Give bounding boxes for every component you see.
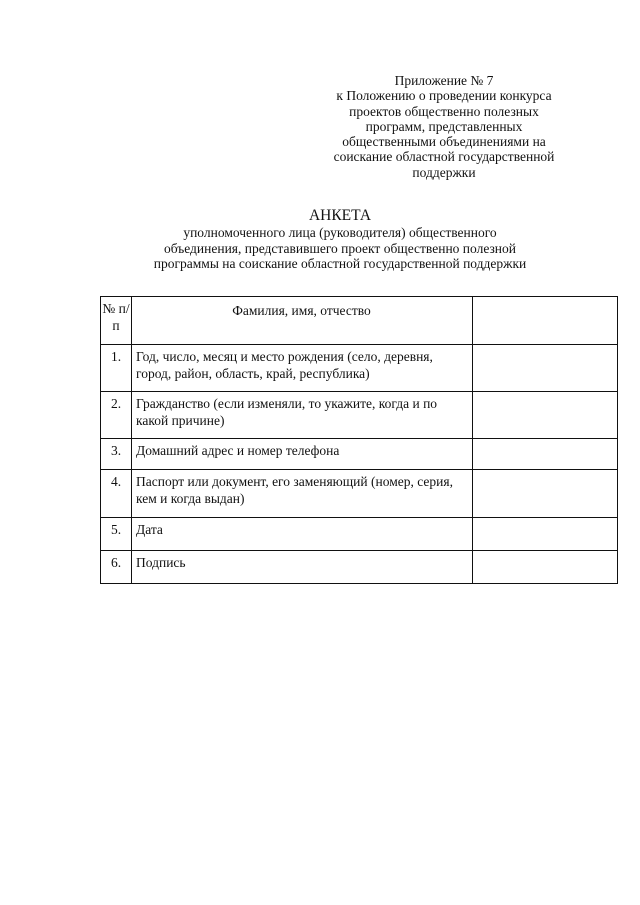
header-label-cell: Фамилия, имя, отчество	[132, 297, 473, 345]
form-title: АНКЕТА	[308, 207, 372, 224]
row-value-field[interactable]	[473, 518, 618, 551]
row-label: Подпись	[132, 551, 473, 584]
row-value-field[interactable]	[473, 470, 618, 518]
appendix-line: общественными объединениями на	[342, 134, 546, 150]
form-subtitle-line: программы на соискание областной государственной поддержки	[153, 256, 527, 271]
row-value-field[interactable]	[473, 551, 618, 584]
table-row	[101, 518, 618, 551]
row-value-field[interactable]	[473, 392, 618, 439]
row-num: 5.	[101, 518, 132, 551]
row-label: Год, число, месяц и место рождения (село, деревня, город, район, область, край, республика)	[132, 345, 473, 392]
table-row	[101, 439, 618, 470]
row-label: Дата	[132, 518, 473, 551]
appendix-line: Приложение № 7	[394, 73, 494, 88]
survey-table	[100, 296, 618, 584]
row-label: Гражданство (если изменяли, то укажите, когда и по какой причине)	[132, 392, 473, 439]
table-row	[101, 551, 618, 584]
row-num: 6.	[101, 551, 132, 584]
header-num-cell: № п/п	[101, 297, 132, 345]
row-value-field[interactable]	[473, 345, 618, 392]
form-subtitle-line: уполномоченного лица (руководителя) общественного	[183, 225, 497, 240]
table-header-row	[101, 297, 618, 345]
row-label: Домашний адрес и номер телефона	[132, 439, 473, 470]
appendix-header	[314, 73, 574, 180]
appendix-line: программ, представленных	[365, 118, 523, 134]
appendix-line: поддержки	[412, 164, 476, 180]
row-num: 2.	[101, 392, 132, 439]
row-label: Паспорт или документ, его заменяющий (номер, серия, кем и когда выдан)	[132, 470, 473, 518]
row-num: 3.	[101, 439, 132, 470]
form-subtitle-line: объединения, представившего проект общественно полезной	[163, 240, 517, 256]
appendix-line: соискание областной государственной	[333, 149, 555, 165]
row-value-field[interactable]	[473, 439, 618, 470]
table-row	[101, 470, 618, 518]
table-row	[101, 392, 618, 439]
form-title-block	[100, 207, 580, 272]
header-value-cell[interactable]	[473, 297, 618, 345]
appendix-line: к Положению о проведении конкурса	[336, 88, 552, 104]
row-num: 4.	[101, 470, 132, 518]
row-num: 1.	[101, 345, 132, 392]
appendix-line: проектов общественно полезных	[349, 103, 539, 119]
table-row	[101, 345, 618, 392]
